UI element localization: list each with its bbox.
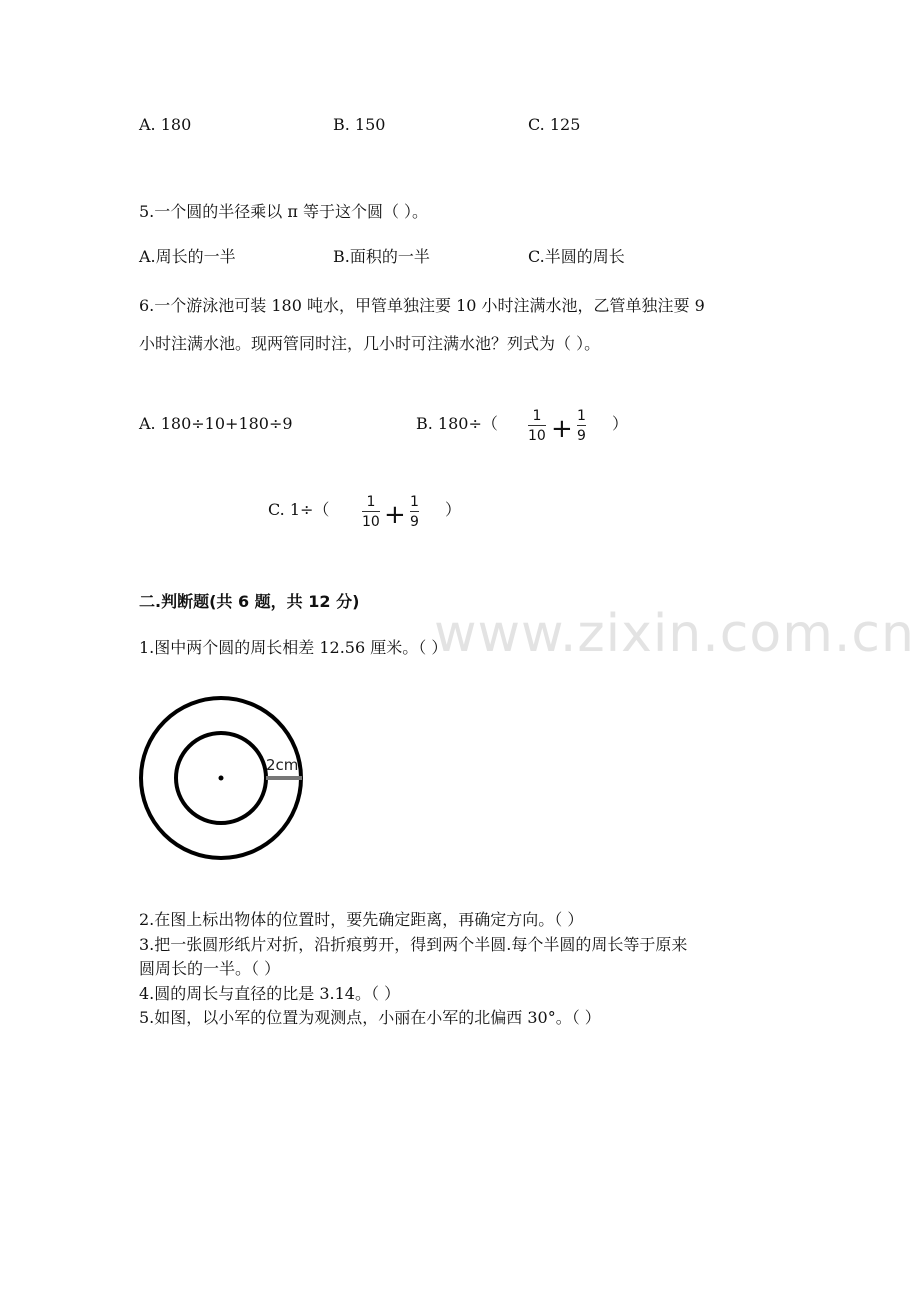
fraction-denominator: 10 [362, 514, 380, 530]
concentric-circles-figure [130, 690, 320, 870]
fraction-bar [528, 425, 546, 426]
q4-option-c: C. 125 [528, 115, 581, 134]
q6-stem-line1: 6.一个游泳池可装 180 吨水，甲管单独注要 10 小时注满水池，乙管单独注要 9 [139, 296, 705, 315]
q5-option-a: A.周长的一半 [139, 247, 236, 266]
q6-option-b-close: ） [612, 414, 629, 433]
fraction-denominator: 9 [577, 428, 586, 444]
judge-q1: 1.图中两个圆的周长相差 12.56 厘米。（ ） [139, 638, 448, 657]
watermark-text: www.zixin.com.cn [434, 604, 915, 664]
fraction-denominator: 9 [410, 514, 419, 530]
judge-q2: 2.在图上标出物体的位置时，要先确定距离，再确定方向。（ ） [139, 910, 584, 929]
fraction-numerator: 1 [366, 494, 376, 510]
figure-label-2cm: 2cm [266, 756, 299, 774]
q6-option-a: A. 180÷10+180÷9 [139, 414, 293, 433]
q6-option-c-fraction-2 [410, 494, 419, 530]
q6-option-c-prefix: C. 1÷（ [268, 500, 330, 519]
center-point [219, 776, 224, 781]
q6-option-b-fraction-1 [528, 408, 546, 444]
q4-option-a: A. 180 [139, 115, 192, 134]
q6-option-c-close: ） [445, 500, 462, 519]
q5-option-b: B.面积的一半 [333, 247, 430, 266]
q5-option-c: C.半圆的周长 [528, 247, 625, 266]
fraction-numerator: 1 [532, 408, 542, 424]
q6-stem-line2: 小时注满水池。现两管同时注，几小时可注满水池？列式为（ ）。 [139, 334, 601, 353]
judge-q3-line1: 3.把一张圆形纸片对折，沿折痕剪开，得到两个半圆.每个半圆的周长等于原来 [139, 935, 688, 954]
q6-option-b-prefix: B. 180÷（ [416, 414, 498, 433]
q6-option-b-plus: + [551, 414, 573, 444]
q5-stem: 5.一个圆的半径乘以 π 等于这个圆（ ）。 [139, 202, 429, 221]
fraction-denominator: 10 [528, 428, 546, 444]
q4-option-b: B. 150 [333, 115, 386, 134]
fraction-bar [577, 425, 586, 426]
q6-option-c-fraction-1 [362, 494, 380, 530]
judge-q5: 5.如图，以小军的位置为观测点，小丽在小军的北偏西 30°。（ ） [139, 1008, 601, 1027]
section-title: 二.判断题(共 6 题，共 12 分) [139, 592, 360, 611]
fraction-numerator: 1 [577, 408, 586, 424]
fraction-numerator: 1 [410, 494, 419, 510]
q6-option-c-plus: + [384, 500, 406, 530]
q6-option-b-fraction-2 [577, 408, 586, 444]
fraction-bar [362, 511, 380, 512]
judge-q4: 4.圆的周长与直径的比是 3.14。（ ） [139, 984, 401, 1003]
judge-q3-line2: 圆周长的一半。（ ） [139, 959, 281, 978]
fraction-bar [410, 511, 419, 512]
